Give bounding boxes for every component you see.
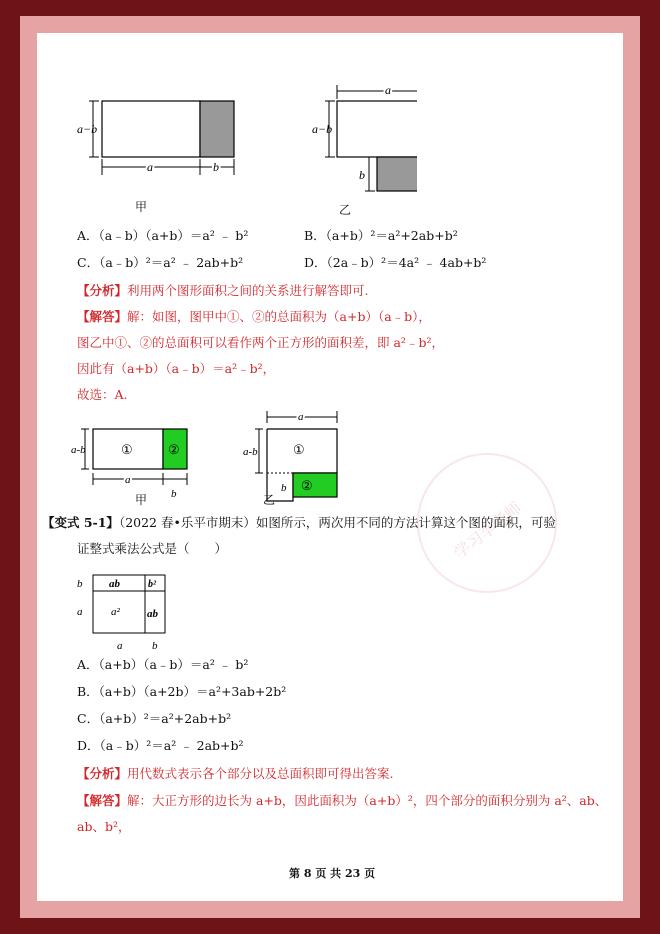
fig1-jia-label-amb: a−b — [77, 122, 98, 136]
fig3-side-b: b — [77, 578, 83, 590]
q2-option-d: D．（a﹣b）²＝a² ﹣ 2ab+b² — [77, 738, 244, 753]
figure1-diagrams — [77, 79, 417, 199]
fig3-label-a2: a² — [111, 606, 120, 618]
figure2-diagrams — [71, 403, 351, 513]
analysis2-text: 用代数式表示各个部分以及总面积即可得出答案. — [127, 766, 394, 781]
page-footer: 第 8 页 共 23 页 — [289, 867, 376, 880]
fig2-label-yi: 乙 — [263, 493, 276, 507]
fig1-label-jia: 甲 — [135, 200, 148, 214]
fig2-yi-label-amb: a-b — [243, 446, 258, 458]
fig2-label-jia: 甲 — [135, 493, 148, 507]
analysis2-block — [77, 766, 394, 781]
fig2-jia-label-amb: a-b — [71, 444, 86, 456]
solution1-line2: 图乙中①、②的总面积可以看作两个正方形的面积差，即 a²﹣b²， — [77, 335, 444, 350]
fig3-label-ab-right: ab — [147, 608, 158, 620]
q1-option-c: C．（a﹣b）²＝a² ﹣ 2ab+b² — [77, 255, 244, 270]
analysis1-text: 利用两个图形面积之间的关系进行解答即可. — [127, 283, 369, 298]
document-page — [37, 33, 623, 901]
solution2-line1: 【解答】解：大正方形的边长为 a+b，因此面积为（a+b）²，四个部分的面积分别为 a²、ab、 — [77, 793, 608, 808]
fig2-yi-circle2: ② — [301, 478, 313, 493]
fig1-yi-label-amb: a−b — [312, 122, 333, 136]
watermark-text: 学习李老师 — [450, 498, 525, 563]
solution1-line1: 【解答】解：如图，图甲中①、②的总面积为（a+b）（a﹣b）， — [77, 309, 431, 324]
q2-option-c: C．（a+b）²＝a²+2ab+b² — [77, 711, 232, 726]
analysis2-tag: 【分析】 — [77, 766, 128, 781]
fig1-yi-rect-gray — [377, 157, 417, 191]
solution1-line4: 故选：A. — [77, 387, 128, 402]
fig2-yi-label-a: a — [298, 411, 304, 423]
solution1-line3: 因此有（a+b）（a﹣b）＝a²﹣b²， — [77, 361, 276, 376]
q2-option-b: B．（a+b）（a+2b）＝a²+3ab+2b² — [77, 684, 287, 699]
fig2-jia-label-b: b — [171, 488, 177, 500]
fig1-yi-rect-top — [337, 101, 417, 157]
q1-option-d: D．（2a﹣b）²＝4a² ﹣ 4ab+b² — [304, 255, 487, 270]
fig1-yi-label-a: a — [385, 83, 391, 97]
fig1-jia-rect-a — [102, 101, 200, 157]
fig2-yi-circle1: ① — [293, 442, 305, 457]
fig2-jia-circle1: ① — [121, 442, 133, 457]
variant-question-line2: 证整式乘法公式是（ ） — [77, 541, 228, 556]
analysis1-block — [77, 283, 369, 298]
fig3-bottom-b: b — [152, 640, 158, 652]
solution1-tag: 【解答】 — [77, 309, 128, 324]
fig2-jia-circle2: ② — [168, 442, 180, 457]
q2-option-a: A．（a+b）（a﹣b）＝a² ﹣ b² — [77, 657, 249, 672]
fig3-label-b2: b² — [148, 579, 156, 590]
fig1-jia-rect-b — [200, 101, 234, 157]
fig1-jia-label-a: a — [147, 160, 153, 174]
fig2-yi-rect-2 — [293, 473, 337, 497]
fig2-jia-label-a: a — [125, 474, 131, 486]
variant-tag: 【变式 5-1】 — [42, 515, 119, 530]
variant-question-line1: 【变式 5-1】（2022 春•乐平市期末）如图所示，两次用不同的方法计算这个图的面积，可验 — [42, 515, 556, 530]
solution2-tag: 【解答】 — [77, 793, 128, 808]
solution2-line2: ab、b²， — [77, 819, 131, 834]
q1-option-a: A．（a﹣b）（a+b）＝a² ﹣ b² — [77, 228, 249, 243]
fig1-label-yi: 乙 — [339, 203, 352, 217]
fig2-yi-label-b: b — [281, 482, 287, 494]
variant-source: （2022 春•乐平市期末） — [118, 515, 256, 530]
figure3-diagram — [71, 569, 191, 659]
fig1-yi-label-b: b — [359, 168, 365, 182]
fig1-jia-label-b: b — [213, 160, 219, 174]
q1-option-b: B．（a+b）²＝a²+2ab+b² — [304, 228, 458, 243]
fig3-side-a: a — [77, 606, 83, 618]
analysis1-tag: 【分析】 — [77, 283, 128, 298]
fig3-label-ab-top: ab — [109, 578, 120, 590]
fig3-bottom-a: a — [117, 640, 123, 652]
